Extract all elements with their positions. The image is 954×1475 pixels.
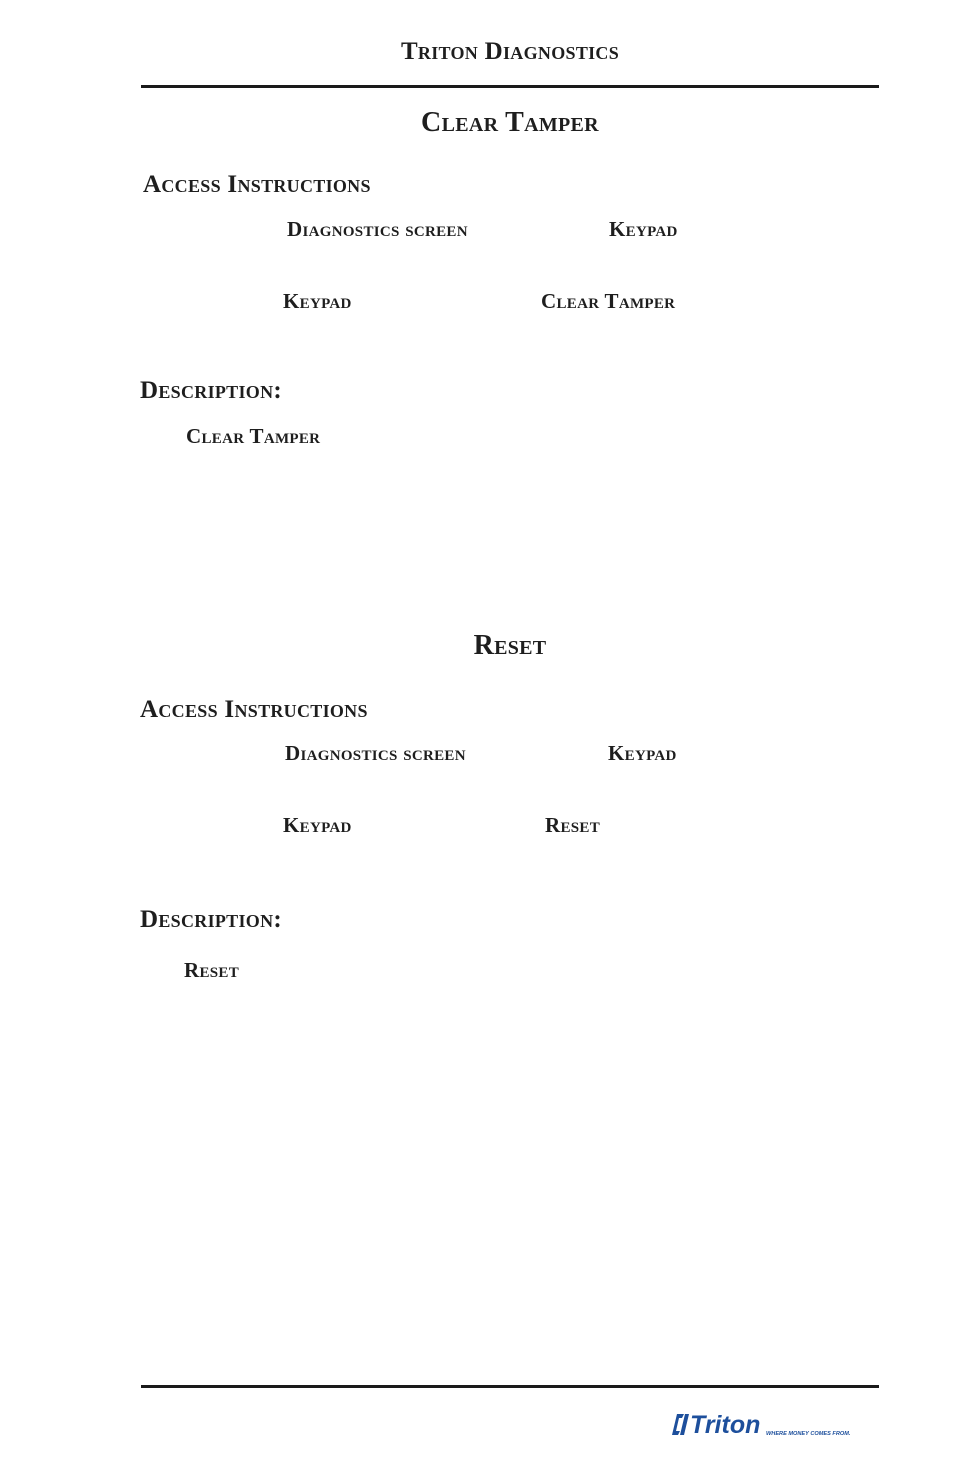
section-title-clear-tamper: Clear Tamper [421,107,599,138]
access-instructions-heading: Access Instructions [140,696,368,723]
section-title-reset: Reset [473,630,547,661]
description-heading: Description: [140,377,283,404]
svg-text:WHERE MONEY COMES FROM.: WHERE MONEY COMES FROM. [766,1431,851,1437]
keypad-term: Keypad [283,813,352,837]
footer-rule [141,1385,879,1388]
diagnostics-screen-term: Diagnostics screen [285,741,466,765]
running-title: Triton Diagnostics [400,38,620,65]
keypad-term: Keypad [608,741,677,765]
header-rule [141,85,879,88]
description-heading: Description: [140,906,283,933]
keypad-term: Keypad [609,217,678,241]
clear-tamper-function-term: Clear Tamper [541,289,676,313]
description-term: Clear Tamper [186,424,321,448]
diagnostics-screen-term: Diagnostics screen [287,217,468,241]
description-term: Reset [184,958,240,982]
reset-function-term: Reset [545,813,601,837]
svg-text:Triton: Triton [690,1411,761,1439]
triton-logo [668,1408,858,1440]
triton-logo-mark [668,1408,858,1440]
access-instructions-heading: Access Instructions [143,171,371,198]
keypad-term: Keypad [283,289,352,313]
